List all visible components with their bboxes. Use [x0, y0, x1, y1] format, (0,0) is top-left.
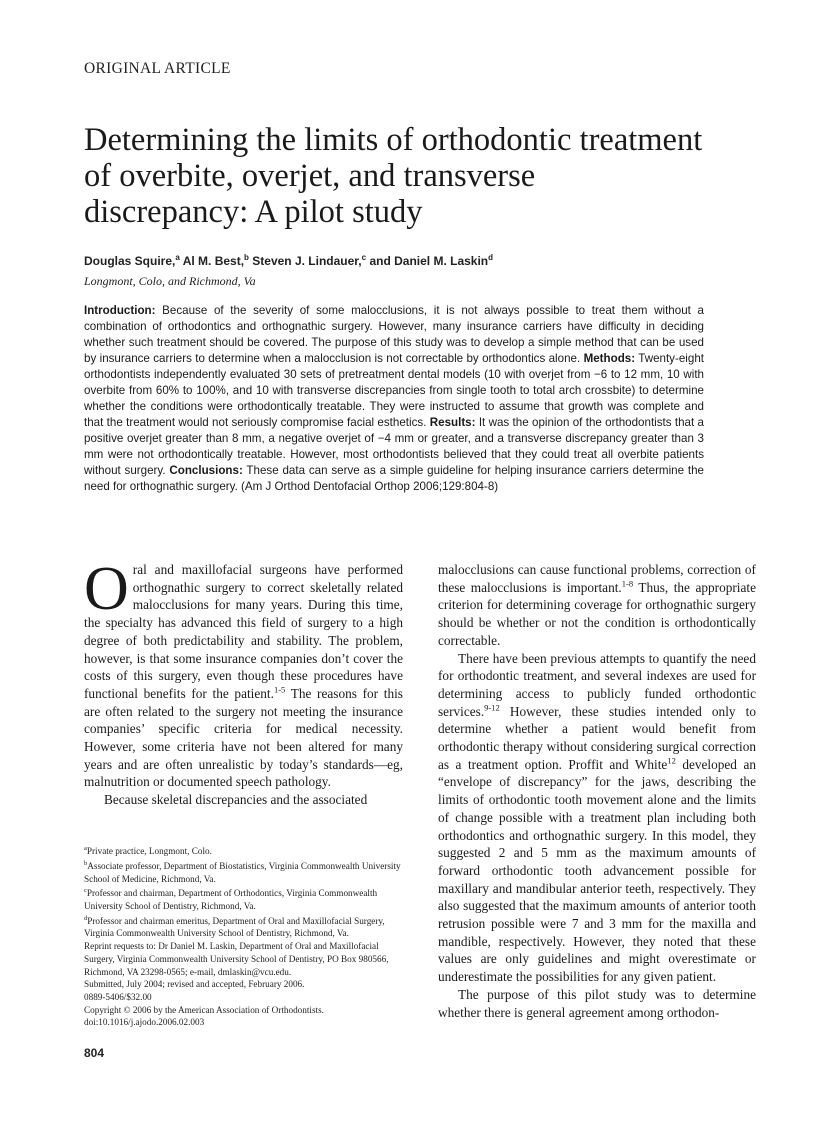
author-name: Douglas Squire, — [84, 254, 176, 268]
footnote-mark: d — [84, 914, 88, 922]
footnote — [84, 913, 403, 940]
footnote — [84, 885, 403, 912]
footnote-text: Private practice, Longmont, Colo. — [86, 846, 212, 857]
abstract-methods-text: Twenty-eight orthodontists independently evaluated 30 sets of pretreatment dental models (10 with overjet from −6 to 12 mm, 10 with overbite from 60% to 100%, and 10 with transverse discrepancies from single tooth to total arch crossbite) to determine whether the conditions were orthodontically treatable. They were instructed to assume that growth was complete and that the treatment would not seriously compromise facial esthetics. — [84, 352, 704, 429]
citation-reference[interactable]: 12 — [667, 755, 676, 766]
title-line-1: Determining the limits of orthodontic treatment — [84, 122, 703, 158]
copyright-notice: Copyright © 2006 by the American Association of Orthodontists. — [84, 1004, 324, 1015]
body-paragraph — [438, 650, 756, 986]
doi[interactable]: doi:10.1016/j.ajodo.2006.02.003 — [84, 1017, 205, 1028]
body-text: However, these studies intended only to determine whether a patient would benefit from orthodontic therapy without considering surgical correction as a treatment option. Proffit and White — [438, 703, 756, 772]
abstract-results-text: It was the opinion of the orthodontists that a positive overjet greater than 8 mm, a negative overjet of −4 mm or greater, and a transverse discrepancy greater than 3 mm were not orthodontically treatable. However, most orthodontists believed that they could treat all overbite patients without surgery. — [84, 416, 705, 477]
body-text: developed an “envelope of discrepancy” for the jaws, describing the limits of orthodontic tooth movement alone and the limits of change possible with a treatment plan including both orthodontics and orthognathic surgery. In this model, they suggested 2 and 5 mm as the maximum amounts of forward orthodontic tooth advancement possible for maxillary and mandibular anterior teeth, respectively. They also suggested that the maximum amounts of anterior tooth retrusion possible were 7 and 3 mm for the maxilla and mandible, respectively. However, they noted that these values are only guidelines and might overestimate or underestimate the possibilities for any given patient. — [438, 756, 756, 985]
author-name: Steven J. Lindauer, — [248, 254, 362, 268]
page-number: 804 — [84, 1046, 105, 1060]
issn-price: 0889-5406/$32.00 — [84, 991, 152, 1002]
submission-dates: Submitted, July 2004; revised and accepted, February 2006. — [84, 979, 305, 990]
citation-reference[interactable]: 1-8 — [621, 578, 634, 589]
footnotes — [84, 843, 403, 1029]
body-column-right — [438, 561, 756, 1021]
body-column-left — [84, 555, 403, 809]
footnote — [84, 843, 403, 858]
footnote-mark: b — [84, 859, 88, 867]
abstract — [84, 303, 704, 495]
author-name: and Daniel M. Laskin — [366, 254, 489, 268]
body-paragraph — [84, 555, 403, 791]
abstract-methods-label: Methods: — [580, 352, 636, 365]
footnote-text: Professor and chairman emeritus, Department of Oral and Maxillofacial Surgery, Virginia Commonwealth University School of Dentistry, Richmond, Va. — [84, 915, 385, 939]
footnote-text: Associate professor, Department of Biostatistics, Virginia Commonwealth University School of Medicine, Richmond, Va. — [84, 860, 401, 884]
body-text: ral and maxillofacial surgeons have performed orthognathic surgery to correct skeletally related malocclusions for many years. During this time, the specialty has advanced this field of surgery to a high degree of both predictability and stability. The problem, however, is that some insurance companies don’t cover the costs of this surgery, even though these procedures have functional benefits for the patient. — [84, 562, 403, 701]
author-locations: Longmont, Colo, and Richmond, Va — [84, 274, 256, 288]
footnote — [84, 858, 403, 885]
author-name: Al M. Best, — [179, 254, 245, 268]
title-line-2: of overbite, overjet, and transverse — [84, 158, 536, 194]
footnote-text: Professor and chairman, Department of Orthodontics, Virginia Commonwealth University School of Dentistry, Richmond, Va. — [84, 888, 378, 911]
body-paragraph: Because skeletal discrepancies and the associated — [104, 792, 368, 808]
abstract-results-label: Results: — [426, 416, 476, 429]
body-paragraph — [438, 561, 756, 650]
body-text: The reasons for this are often related to the surgery not meeting the insurance companies’ specific criteria for medical necessity. However, some criteria have not been altered for many years and are often unrealistic by today’s standards—eg, malnutrition or documented speech pathology. — [84, 685, 403, 790]
abstract-introduction-label: Introduction: — [84, 304, 156, 317]
body-text: malocclusions can cause functional problems, correction of these malocclusions is important. — [438, 562, 756, 595]
body-text: Thus, the appropriate criterion for determining coverage for orthognathic surgery should be whether or not the condition is orthodontically correctable. — [438, 579, 756, 648]
author-affiliation-mark: a — [175, 253, 180, 262]
abstract-introduction-text: Because of the severity of some malocclusions, it is not always possible to treat them without a combination of orthodontics and orthognathic surgery. However, many insurance carriers have difficulty in deciding whether such treatment should be covered. The purpose of this study was to develop a simple method that can be used by insurance carriers to determine when a malocclusion is not correctable by orthodontics alone. — [84, 304, 704, 365]
citation-reference[interactable]: 9-12 — [484, 702, 500, 713]
author-affiliation-mark: d — [488, 253, 494, 262]
author-affiliation-mark: b — [244, 253, 249, 262]
reprint-requests: Reprint requests to: Dr Daniel M. Laskin, Department of Oral and Maxillofacial Surgery, Virginia Commonwealth University School of Dentistry, PO Box 980566, Richmond, VA 23298-0565; e-mail, dmlaskin@vcu.edu. — [84, 941, 389, 977]
body-text: There have been previous attempts to quantify the need for orthodontic treatment, and several indexes are used for determining access to publicly funded orthodontic services. — [438, 650, 756, 719]
section-label: ORIGINAL ARTICLE — [84, 60, 231, 77]
author-affiliation-mark: c — [361, 253, 367, 262]
article-title — [84, 122, 774, 230]
body-paragraph: The purpose of this pilot study was to determine whether there is general agreement among orthodon- — [438, 986, 756, 1020]
citation-reference[interactable]: 1-5 — [273, 684, 286, 695]
author-list — [84, 253, 493, 268]
title-line-3: discrepancy: A pilot study — [84, 194, 423, 230]
footnote-mark: c — [84, 887, 87, 895]
drop-cap: O — [84, 555, 129, 623]
footnote-mark: a — [84, 845, 87, 852]
abstract-conclusions-text: These data can serve as a simple guideline for helping insurance carriers determine the need for orthognathic surgery. (Am J Orthod Dentofacial Orthop 2006;129:804-8) — [84, 464, 704, 493]
abstract-conclusions-label: Conclusions: — [165, 464, 243, 477]
